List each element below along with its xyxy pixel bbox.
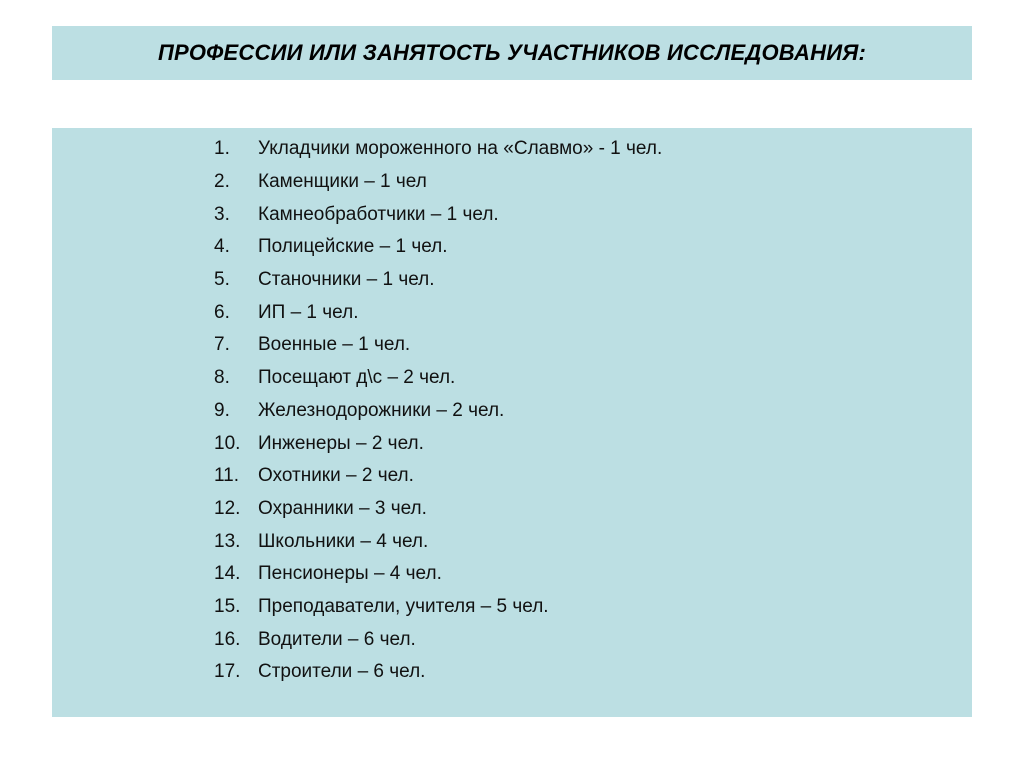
item-text: Охотники – 2 чел. [258,465,414,487]
item-text: Пенсионеры – 4 чел. [258,563,442,585]
list-item [214,460,662,493]
item-number: 3. [214,203,230,225]
list-item [214,656,662,689]
item-number: 6. [214,301,230,323]
item-number: 13. [214,530,241,552]
item-number: 8. [214,367,230,389]
item-text: Строители – 6 чел. [258,661,426,683]
occupation-list [214,133,662,689]
list-item [214,558,662,591]
list-item [214,166,662,199]
list-item [214,198,662,231]
item-text: Военные – 1 чел. [258,334,411,356]
item-text: Полицейские – 1 чел. [258,236,448,258]
item-text: Водители – 6 чел. [258,628,416,650]
item-number: 4. [214,236,230,258]
item-text: Железнодорожники – 2 чел. [258,399,505,421]
list-item [214,591,662,624]
item-text: Преподаватели, учителя – 5 чел. [258,595,549,617]
item-number: 14. [214,563,241,585]
item-number: 1. [214,138,230,160]
item-number: 15. [214,595,241,617]
item-number: 5. [214,269,230,291]
item-number: 17. [214,661,241,683]
item-text: Каменщики – 1 чел [258,171,427,193]
item-text: Охранники – 3 чел. [258,497,427,519]
content-panel [52,128,972,717]
list-item [214,264,662,297]
item-number: 11. [214,465,240,487]
item-number: 10. [214,432,241,454]
list-item [214,231,662,264]
list-item [214,623,662,656]
slide-title: ПРОФЕССИИ ИЛИ ЗАНЯТОСТЬ УЧАСТНИКОВ ИССЛЕДОВАНИЯ: [157,40,867,65]
item-text: ИП – 1 чел. [258,301,359,323]
item-number: 16. [214,628,241,650]
item-text: Инженеры – 2 чел. [258,432,424,454]
item-text: Школьники – 4 чел. [258,530,429,552]
list-item [214,395,662,428]
item-number: 2. [214,171,230,193]
item-number: 12. [214,497,241,519]
list-item [214,296,662,329]
list-item [214,329,662,362]
list-item [214,133,662,166]
list-item [214,493,662,526]
list-item [214,362,662,395]
item-number: 7. [214,334,230,356]
item-text: Посещают д\с – 2 чел. [258,367,456,389]
list-item [214,427,662,460]
item-number: 9. [214,399,230,421]
item-text: Станочники – 1 чел. [258,269,435,291]
item-text: Укладчики мороженного на «Славмо» - 1 чел. [258,138,663,160]
item-text: Камнеобработчики – 1 чел. [258,203,499,225]
list-item [214,525,662,558]
title-bar [52,26,972,80]
